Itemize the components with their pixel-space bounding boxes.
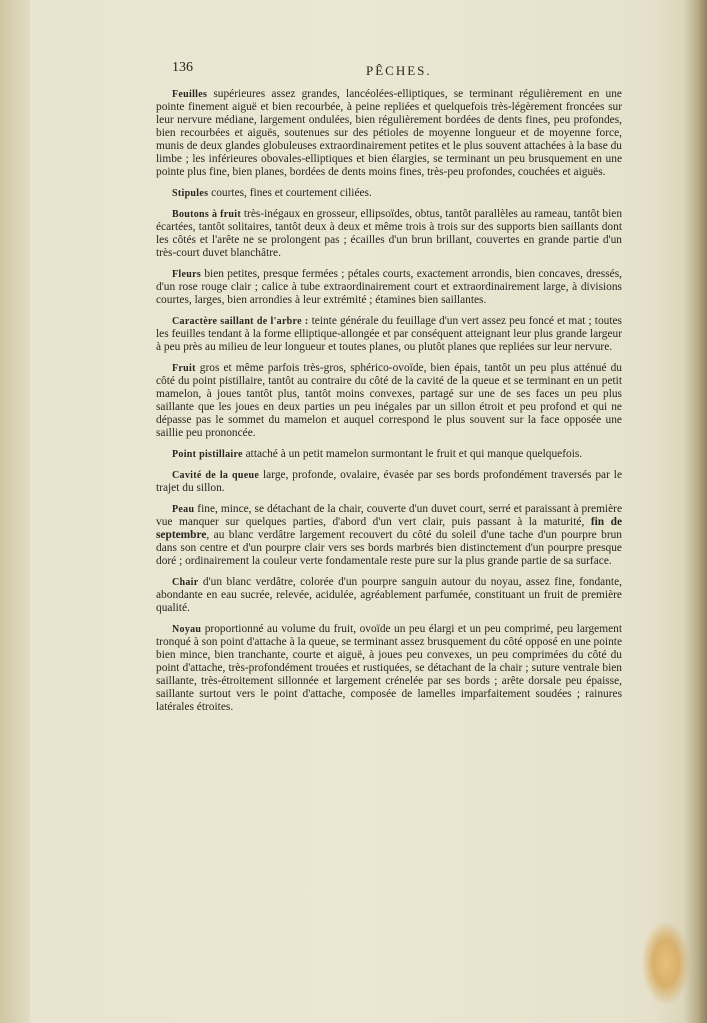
paragraph-cavite (156, 469, 622, 495)
paragraph-text: très-inégaux en grosseur, ellipsoïdes, obtus, tantôt parallèles au rameau, tantôt bien écartées, tantôt solitaires, tantôt deux à deux et même trois à trois sur des supports bien saillants dont les côtés et l'arête ne se prolongent pas ; écailles d'un brun brillant, couvertes en grande partie d'un très-court duvet blanchâtre. (156, 208, 623, 259)
paragraph-heading: Caractère saillant de l'arbre : (172, 316, 309, 327)
running-title: PÊCHES. (366, 63, 432, 78)
paragraph-heading: Boutons à fruit (172, 209, 242, 220)
paragraph-heading: Noyau (172, 624, 202, 635)
paragraph-heading: Cavité de la queue (172, 470, 260, 481)
paragraph-noyau (156, 623, 622, 714)
paragraph-heading: Fleurs (172, 269, 202, 280)
paragraph-boutons (156, 208, 622, 260)
paper-stain (643, 923, 689, 1003)
paragraph-text: gros et même parfois très-gros, sphérico-ovoïde, bien épais, tantôt un peu plus atténué du côté du point pistillaire, tantôt au contraire du côté de la cavité de la queue et se terminant en un petit mamelon, à joues tantôt plus, tantôt moins convexes, partagé sur une de ses faces un peu plus saillante que les joues en deux parties un peu inégales par un sillon étroit et peu profond et qui ne dépasse pas le sommet du mamelon et auquel correspond le plus souvent sur la face opposée une saillie peu prononcée. (156, 362, 622, 439)
paragraph-heading: Point pistillaire (172, 449, 243, 460)
paragraph-text: supérieures assez grandes, lancéolées-elliptiques, se terminant régulièrement en une pointe finement aiguë et bien recourbée, à peine repliées et quelquefois très-légèrement froncées sur leur nervure médiane, largement ondulées, bien régulièrement bordées de dents fines, peu profondes, bien recourbées et aiguës, soutenues sur des pétioles de moyenne longueur et de moyenne force, munis de deux glandes globuleuses extraordinairement petites et le plus souvent attachées à la base du limbe ; les inférieures obovales-elliptiques et bien élargies, se terminant un peu brusquement en une pointe plus fine, bien planes, bordées de dents moins fines, très-peu profondes, couchées et aiguës. (156, 88, 622, 178)
paragraph-text: large, profonde, ovalaire, évasée par ses bords profondément traversés par le trajet du sillon. (156, 469, 622, 494)
paragraph-heading: Feuilles (172, 89, 208, 100)
paragraph-feuilles (156, 88, 622, 179)
paragraph-heading: Chair (172, 577, 199, 588)
body-text (156, 88, 622, 722)
page-number: 136 (172, 60, 193, 75)
paragraph-chair (156, 576, 622, 615)
book-spine (0, 0, 30, 1023)
paragraph-text: teinte générale du feuillage d'un vert assez peu foncé et mat ; toutes les feuilles tendant à la forme elliptique-allongée et par conséquent atteignant leur plus grande largeur à peu près au milieu de leur longueur et toutes planes, ou plutôt planes que repliées sur leur nervure. (156, 315, 622, 353)
paragraph-text: bien petites, presque fermées ; pétales courts, exactement arrondis, bien concaves, dressés, d'un rose rouge clair ; calice à tube extraordinairement court et extraordinairement large, à divisions courtes, larges, bien arrondies à leur extrémité ; étamines bien saillantes. (156, 268, 622, 306)
paragraph-text: , au blanc verdâtre largement recouvert du côté du soleil d'une tache d'un pourpre brun dans son centre et d'un pourpre clair vers ses bords marbrés bien distinctement d'un pourpre presque doré ; ordinairement la couleur verte fondamentale reste pure sur la plus grande partie de sa surface. (156, 529, 622, 567)
paragraph-text: proportionné au volume du fruit, ovoïde un peu élargi et un peu comprimé, peu largement tronqué à son point d'attache à la queue, se terminant assez brusquement du côté opposé en une pointe bien mince, bien tranchante, courte et aiguë, à joues peu convexes, un peu comprimées du côté du point d'attache, très-profondément trouées et rustiquées, se détachant de la chair ; suture ventrale bien saillante, très-étroitement sillonnée et largement crénelée par ses bords ; arête dorsale peu épaisse, saillante surtout vers le point d'attache, composée de lamelles imparfaitement soudées ; rainures latérales étroites. (156, 623, 622, 713)
paragraph-heading: Peau (172, 504, 195, 515)
paragraph-heading: Stipules (172, 188, 209, 199)
paragraph-peau (156, 503, 622, 568)
paragraph-point-pistillaire (156, 448, 622, 461)
page-edge (683, 0, 707, 1023)
paragraph-text: fine, mince, se détachant de la chair, couverte d'un duvet court, serré et paraissant à première vue manquer sur quelques parties, d'abord d'un vert clair, puis passant à la maturité, (156, 503, 622, 528)
paragraph-text: attaché à un petit mamelon surmontant le fruit et qui manque quelquefois. (242, 448, 583, 460)
paragraph-fruit (156, 362, 622, 440)
paragraph-fleurs (156, 268, 622, 307)
paragraph-text: courtes, fines et courtement ciliées. (208, 187, 372, 199)
paragraph-caractere (156, 315, 622, 354)
paragraph-text: d'un blanc verdâtre, colorée d'un pourpre sanguin autour du noyau, assez fine, fondante, abondante en eau sucrée, relevée, acidulée, agréablement parfumée, constituant un fruit de première qualité. (156, 576, 622, 614)
ripening-date: fin de septembre (156, 516, 623, 541)
paragraph-heading: Fruit (172, 363, 196, 374)
paragraph-stipules (156, 187, 622, 200)
